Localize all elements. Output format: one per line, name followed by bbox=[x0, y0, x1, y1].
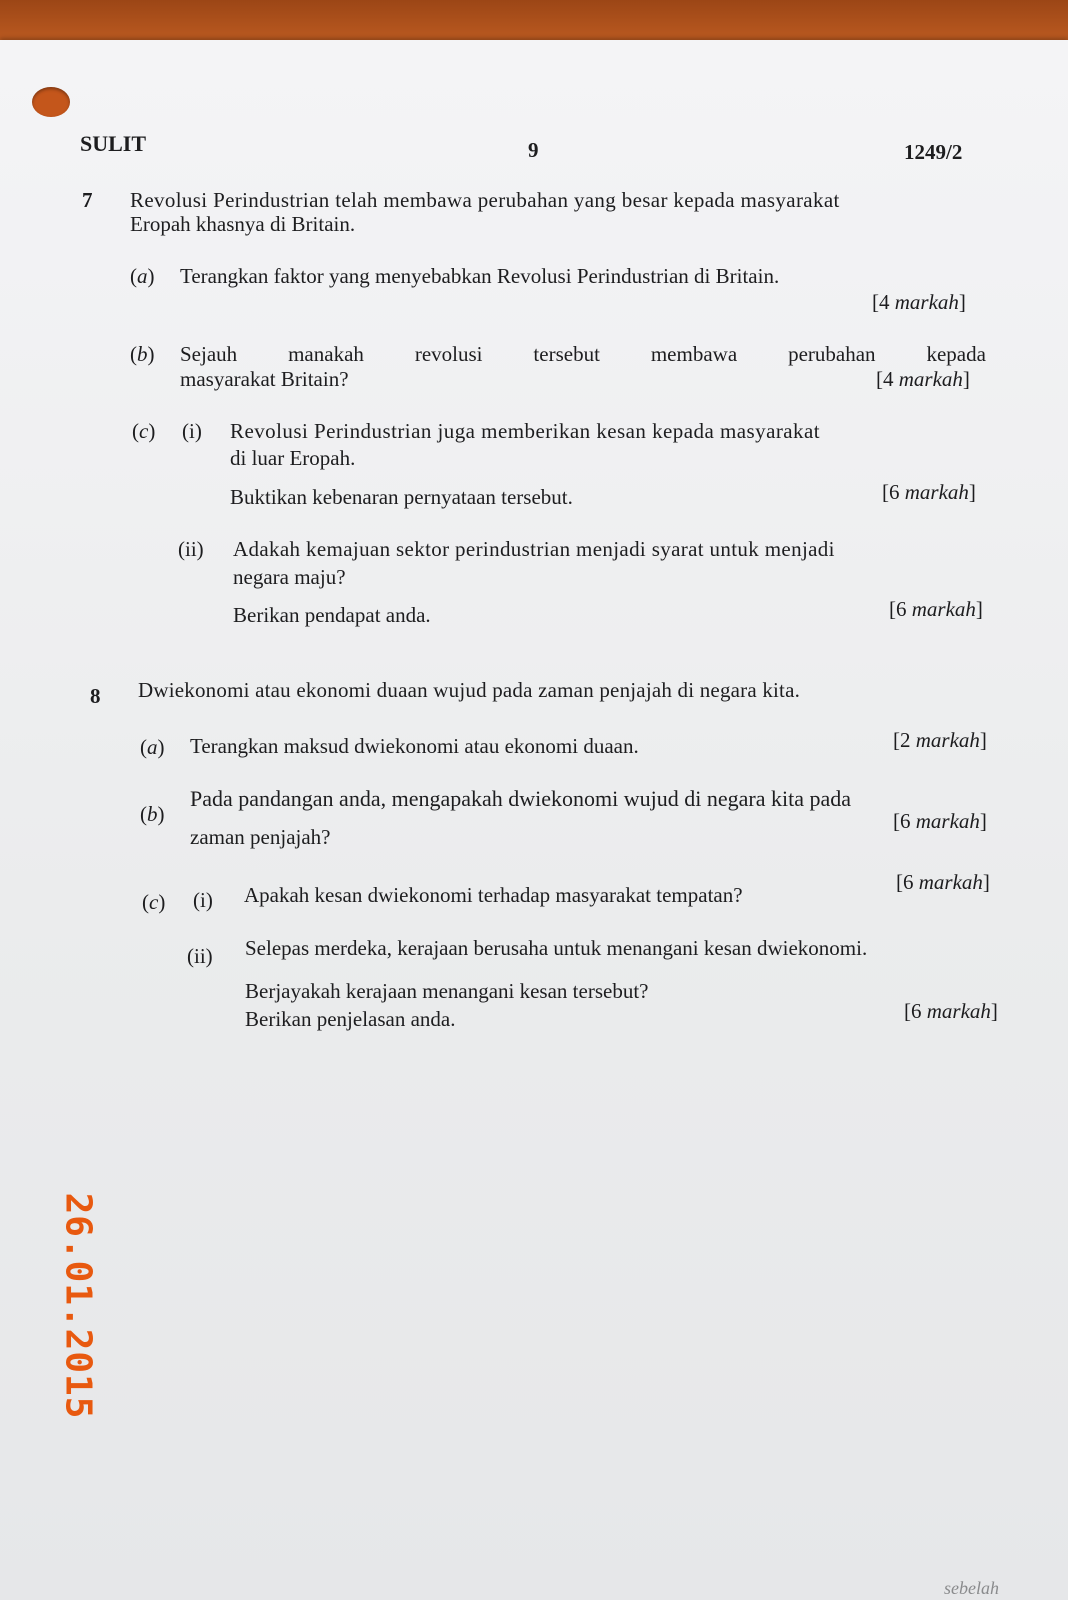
question-7-stem-line-2: Eropah khasnya di Britain. bbox=[130, 212, 356, 236]
question-8-number: 8 bbox=[90, 684, 101, 708]
question-8-stem: Dwiekonomi atau ekonomi duaan wujud pada zaman penjajah di negara kita. bbox=[138, 678, 801, 702]
question-8b-line-2: zaman penjajah? bbox=[190, 825, 331, 849]
question-7a-marks: [4 markah] bbox=[872, 290, 966, 314]
question-7b-label: (b) bbox=[130, 342, 155, 366]
question-7b-line-1: Sejauh manakah revolusi tersebut membawa perubahan kepada bbox=[180, 342, 986, 366]
header-page-number: 9 bbox=[528, 138, 539, 162]
question-7b-marks: [4 markah] bbox=[876, 367, 970, 391]
question-7c-ii-instruction: Berikan pendapat anda. bbox=[233, 603, 431, 627]
question-8c-ii-line-3: Berikan penjelasan anda. bbox=[245, 1007, 456, 1031]
question-7c-label: (c) bbox=[132, 419, 156, 443]
question-8a-text: Terangkan maksud dwiekonomi atau ekonomi duaan. bbox=[190, 734, 639, 758]
question-7c-ii-line-1: Adakah kemajuan sektor perindustrian menjadi syarat untuk menjadi bbox=[233, 537, 835, 561]
question-8c-label: (c) bbox=[142, 890, 166, 914]
question-7-number: 7 bbox=[82, 188, 93, 212]
footer-turn-page-note: sebelah bbox=[944, 1578, 999, 1598]
question-7b-line-2: masyarakat Britain? bbox=[180, 367, 349, 391]
question-7c-ii-roman: (ii) bbox=[178, 537, 204, 561]
question-7c-i-marks: [6 markah] bbox=[882, 480, 976, 504]
question-7c-ii-marks: [6 markah] bbox=[889, 597, 983, 621]
question-8b-line-1: Pada pandangan anda, mengapakah dwiekonomi wujud di negara kita pada bbox=[190, 786, 851, 811]
header-classification: SULIT bbox=[80, 131, 147, 156]
question-8c-i-marks: [6 markah] bbox=[896, 870, 990, 894]
question-7c-i-roman: (i) bbox=[182, 419, 202, 443]
photo-datestamp: 26.01.2015 bbox=[57, 1192, 99, 1420]
question-7c-i-instruction: Buktikan kebenaran pernyataan tersebut. bbox=[230, 485, 573, 509]
question-8a-label: (a) bbox=[140, 735, 165, 759]
question-7c-i-line-1: Revolusi Perindustrian juga memberikan kesan kepada masyarakat bbox=[230, 419, 821, 443]
header-paper-code: 1249/2 bbox=[904, 140, 963, 164]
question-8c-ii-roman: (ii) bbox=[187, 944, 213, 968]
question-8c-ii-marks: [6 markah] bbox=[904, 999, 998, 1023]
question-8b-marks: [6 markah] bbox=[893, 809, 987, 833]
question-7-stem-line-1: Revolusi Perindustrian telah membawa perubahan yang besar kepada masyarakat bbox=[130, 188, 840, 212]
question-7a-text: Terangkan faktor yang menyebabkan Revolusi Perindustrian di Britain. bbox=[180, 264, 780, 288]
question-8c-i-roman: (i) bbox=[193, 888, 213, 912]
question-7c-ii-line-2: negara maju? bbox=[233, 565, 346, 589]
question-8a-marks: [2 markah] bbox=[893, 728, 987, 752]
punch-hole bbox=[32, 87, 70, 117]
question-8b-label: (b) bbox=[140, 802, 165, 826]
question-7c-i-line-2: di luar Eropah. bbox=[230, 446, 356, 470]
question-8c-ii-line-2: Berjayakah kerajaan menangani kesan tersebut? bbox=[245, 979, 649, 1003]
question-8c-i-text: Apakah kesan dwiekonomi terhadap masyarakat tempatan? bbox=[244, 883, 743, 907]
question-7a-label: (a) bbox=[130, 264, 155, 288]
question-8c-ii-line-1: Selepas merdeka, kerajaan berusaha untuk menangani kesan dwiekonomi. bbox=[245, 936, 868, 960]
